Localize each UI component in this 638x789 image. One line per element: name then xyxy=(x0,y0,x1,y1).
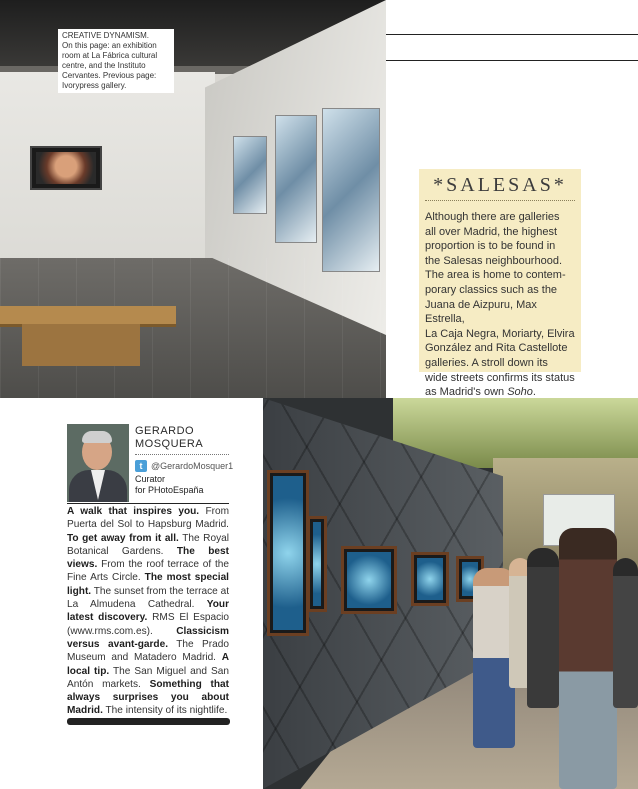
photo-caption xyxy=(58,29,174,93)
qa-answer: RMS El Espacio (www.rms.com.es). xyxy=(67,612,230,637)
framed-photo-1 xyxy=(267,470,309,636)
curator-last-name: MOSQUERA xyxy=(135,438,204,450)
curator-role-title: Curator xyxy=(135,474,166,484)
divider-rule xyxy=(67,503,229,504)
bench-base xyxy=(22,324,140,366)
salesas-line: González and Rita Castellote xyxy=(425,342,568,355)
framed-photo-image xyxy=(347,552,391,608)
curator-role xyxy=(135,474,231,496)
qa-question: The best views. xyxy=(67,545,229,571)
video-screen xyxy=(30,146,102,190)
visitor-figure xyxy=(527,548,559,708)
salesas-line: The area is home to contem- xyxy=(425,269,566,282)
curator-portrait xyxy=(67,424,129,502)
qa-answer: The intensity of its nightlife. xyxy=(102,705,228,717)
qa-answer: The Prado Museum and Matadero Madrid. xyxy=(67,638,229,664)
caption-line: Cervantes. Previous page: xyxy=(62,71,157,80)
framed-photo-image xyxy=(273,476,303,630)
visitor-figure xyxy=(613,558,638,708)
framed-photo-image xyxy=(417,558,443,600)
curator-name xyxy=(135,425,229,451)
framed-photo-2 xyxy=(307,516,327,612)
caption-line: room at La Fábrica cultural xyxy=(62,51,158,60)
salesas-body xyxy=(425,210,575,400)
twitter-handle: @GerardoMosquer1 xyxy=(151,461,234,471)
salesas-line: the Salesas neighbourhood. xyxy=(425,254,562,267)
qa-question: A walk that inspires you. xyxy=(67,506,200,517)
caption-line: centre, and the Instituto xyxy=(62,61,146,70)
salesas-line: Juana de Aizpuru, Max Estrella, xyxy=(425,298,537,326)
qa-question: Your latest discovery. xyxy=(67,599,229,624)
qa-answer: From the roof terrace of the Fine Arts Circle. xyxy=(67,559,229,584)
qa-answer: From Puerta del Sol to Hapsburg Madrid. xyxy=(67,506,229,531)
portrait-hair xyxy=(82,431,112,443)
salesas-line: all over Madrid, the highest xyxy=(425,225,558,238)
visitor-figure xyxy=(559,528,617,789)
salesas-last-text: as Madrid's own xyxy=(425,386,508,399)
salesas-sidebar xyxy=(419,169,581,399)
qa-question: To get away from it all. xyxy=(67,532,179,544)
dotted-divider xyxy=(135,454,229,455)
artwork-panel-1 xyxy=(233,136,267,214)
qa-question: The most special light. xyxy=(67,572,229,597)
curator-role-org: for PHotoEspaña xyxy=(135,485,204,495)
video-screen-image xyxy=(36,152,96,184)
interview-answers xyxy=(67,505,229,718)
salesas-line: proportion is to be found in xyxy=(425,240,556,253)
end-bar xyxy=(67,718,230,725)
twitter-icon: t xyxy=(135,460,147,472)
qa-question: A local tip. xyxy=(67,652,229,677)
divider-rule xyxy=(386,60,638,61)
salesas-title: *SALESAS* xyxy=(433,174,567,196)
framed-photo-4 xyxy=(411,552,449,606)
salesas-line: galleries. A stroll down its xyxy=(425,356,548,369)
qa-question: Classicism versus avant-garde. xyxy=(67,625,229,650)
salesas-line: porary classics such as the xyxy=(425,283,558,296)
salesas-period: . xyxy=(532,386,536,399)
divider-rule xyxy=(386,34,638,35)
salesas-line: La Caja Negra, Moriarty, Elvira xyxy=(425,327,575,340)
salesas-soho: Soho xyxy=(507,386,533,399)
caption-line: CREATIVE DYNAMISM. xyxy=(62,31,149,40)
qa-answer: The San Miguel and San Antón markets. xyxy=(67,665,229,690)
caption-line: Ivorypress gallery. xyxy=(62,81,127,90)
salesas-line: wide streets confirms its status xyxy=(425,371,575,384)
framed-photo-3 xyxy=(341,546,397,614)
qa-answer: The Royal Botanical Gardens. xyxy=(67,532,229,557)
qa-answer: The sunset from the terrace at La Almudena Cathedral. xyxy=(67,585,229,611)
dotted-divider xyxy=(425,200,575,201)
artwork-panel-2 xyxy=(275,115,317,243)
gallery-photo-instituto-cervantes xyxy=(263,398,638,789)
artwork-panel-3 xyxy=(322,108,380,272)
caption-line: On this page: an exhibition xyxy=(62,41,157,50)
framed-photo-image xyxy=(313,522,321,606)
qa-question: Something that always surprises you about Madrid. xyxy=(67,678,229,717)
salesas-line: Although there are galleries xyxy=(425,211,560,223)
curator-first-name: GERARDO xyxy=(135,425,195,437)
